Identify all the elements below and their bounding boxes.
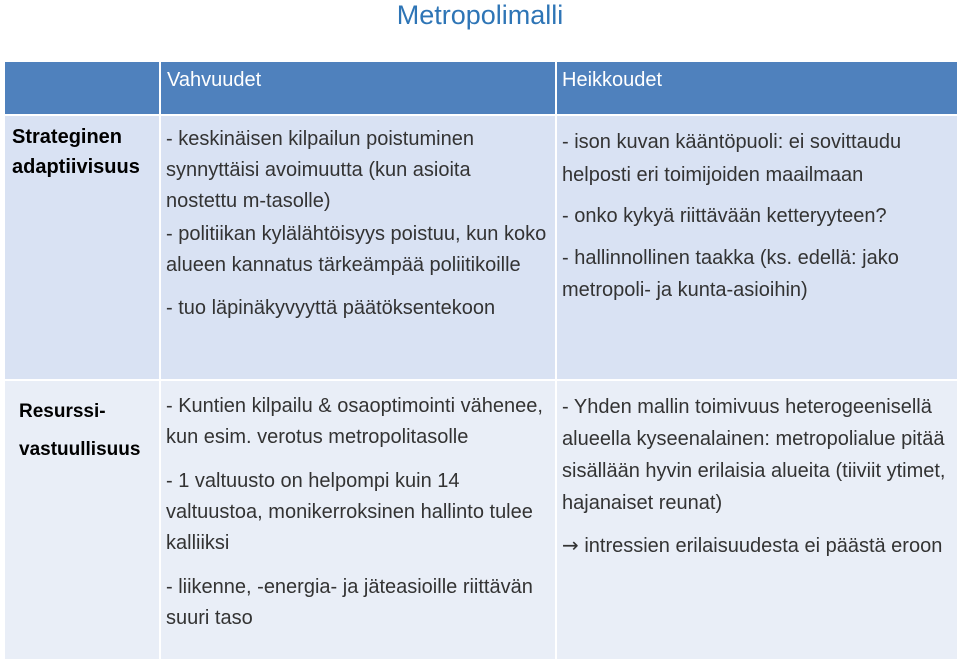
resource-strength-2: - 1 valtuusto on helpompi kuin 14 valtuustoa, monikerroksinen hallinto tulee kalliiksi — [166, 470, 533, 554]
resource-weaknesses-cell — [556, 380, 958, 660]
header-strengths: Vahvuudet — [160, 61, 556, 115]
strategic-strength-1: - keskinäisen kilpailun poistuminen synnyttäisi avoimuutta (kun asioita nostettu m-tasolle) — [166, 128, 474, 212]
strategic-weakness-2: - onko kykyä riittävään ketteryyteen? — [562, 205, 887, 227]
strategic-strengths-cell — [160, 115, 556, 380]
row-label-resource: Resurssi- vastuullisuus — [4, 380, 160, 660]
resource-weakness-1: - Yhden mallin toimivuus heterogeenisellä alueella kyseenalainen: metropolialue pitää sisällään hyvin erilaisia alueita (tiiviit ytimet, hajanaiset reunat) — [562, 396, 946, 514]
strategic-weakness-3: - hallinnollinen taakka (ks. edellä: jako metropoli- ja kunta-asioihin) — [562, 247, 899, 301]
header-weaknesses: Heikkoudet — [556, 61, 958, 115]
arrow-right-icon: → — [562, 533, 579, 557]
header-corner — [4, 61, 160, 115]
row-strategic — [4, 115, 958, 380]
strategic-weakness-1: - ison kuvan kääntöpuoli: ei sovittaudu helposti eri toimijoiden maailmaan — [562, 131, 902, 186]
resource-strength-3: - liikenne, -energia- ja jäteasioille riittävän suuri taso — [166, 576, 533, 629]
resource-weakness-2: → intressien erilaisuudesta ei päästä eroon — [562, 533, 943, 557]
strategic-weaknesses-cell — [556, 115, 958, 380]
strategic-strength-3: - tuo läpinäkyvyyttä päätöksentekoon — [166, 297, 496, 319]
resource-strengths-cell — [160, 380, 556, 660]
header-row — [4, 61, 958, 115]
strategic-strength-2: - politiikan kylälähtöisyys poistuu, kun koko alueen kannatus tärkeämpää poliitikoille — [166, 223, 547, 276]
resource-strength-1: - Kuntien kilpailu & osaoptimointi vähenee, kun esim. verotus metropolitasolle — [166, 395, 543, 448]
row-label-strategic: Strateginen adaptiivisuus — [4, 115, 160, 380]
page-title: Metropolimalli — [396, 0, 564, 30]
swot-table — [3, 60, 959, 661]
row-resource — [4, 380, 958, 660]
